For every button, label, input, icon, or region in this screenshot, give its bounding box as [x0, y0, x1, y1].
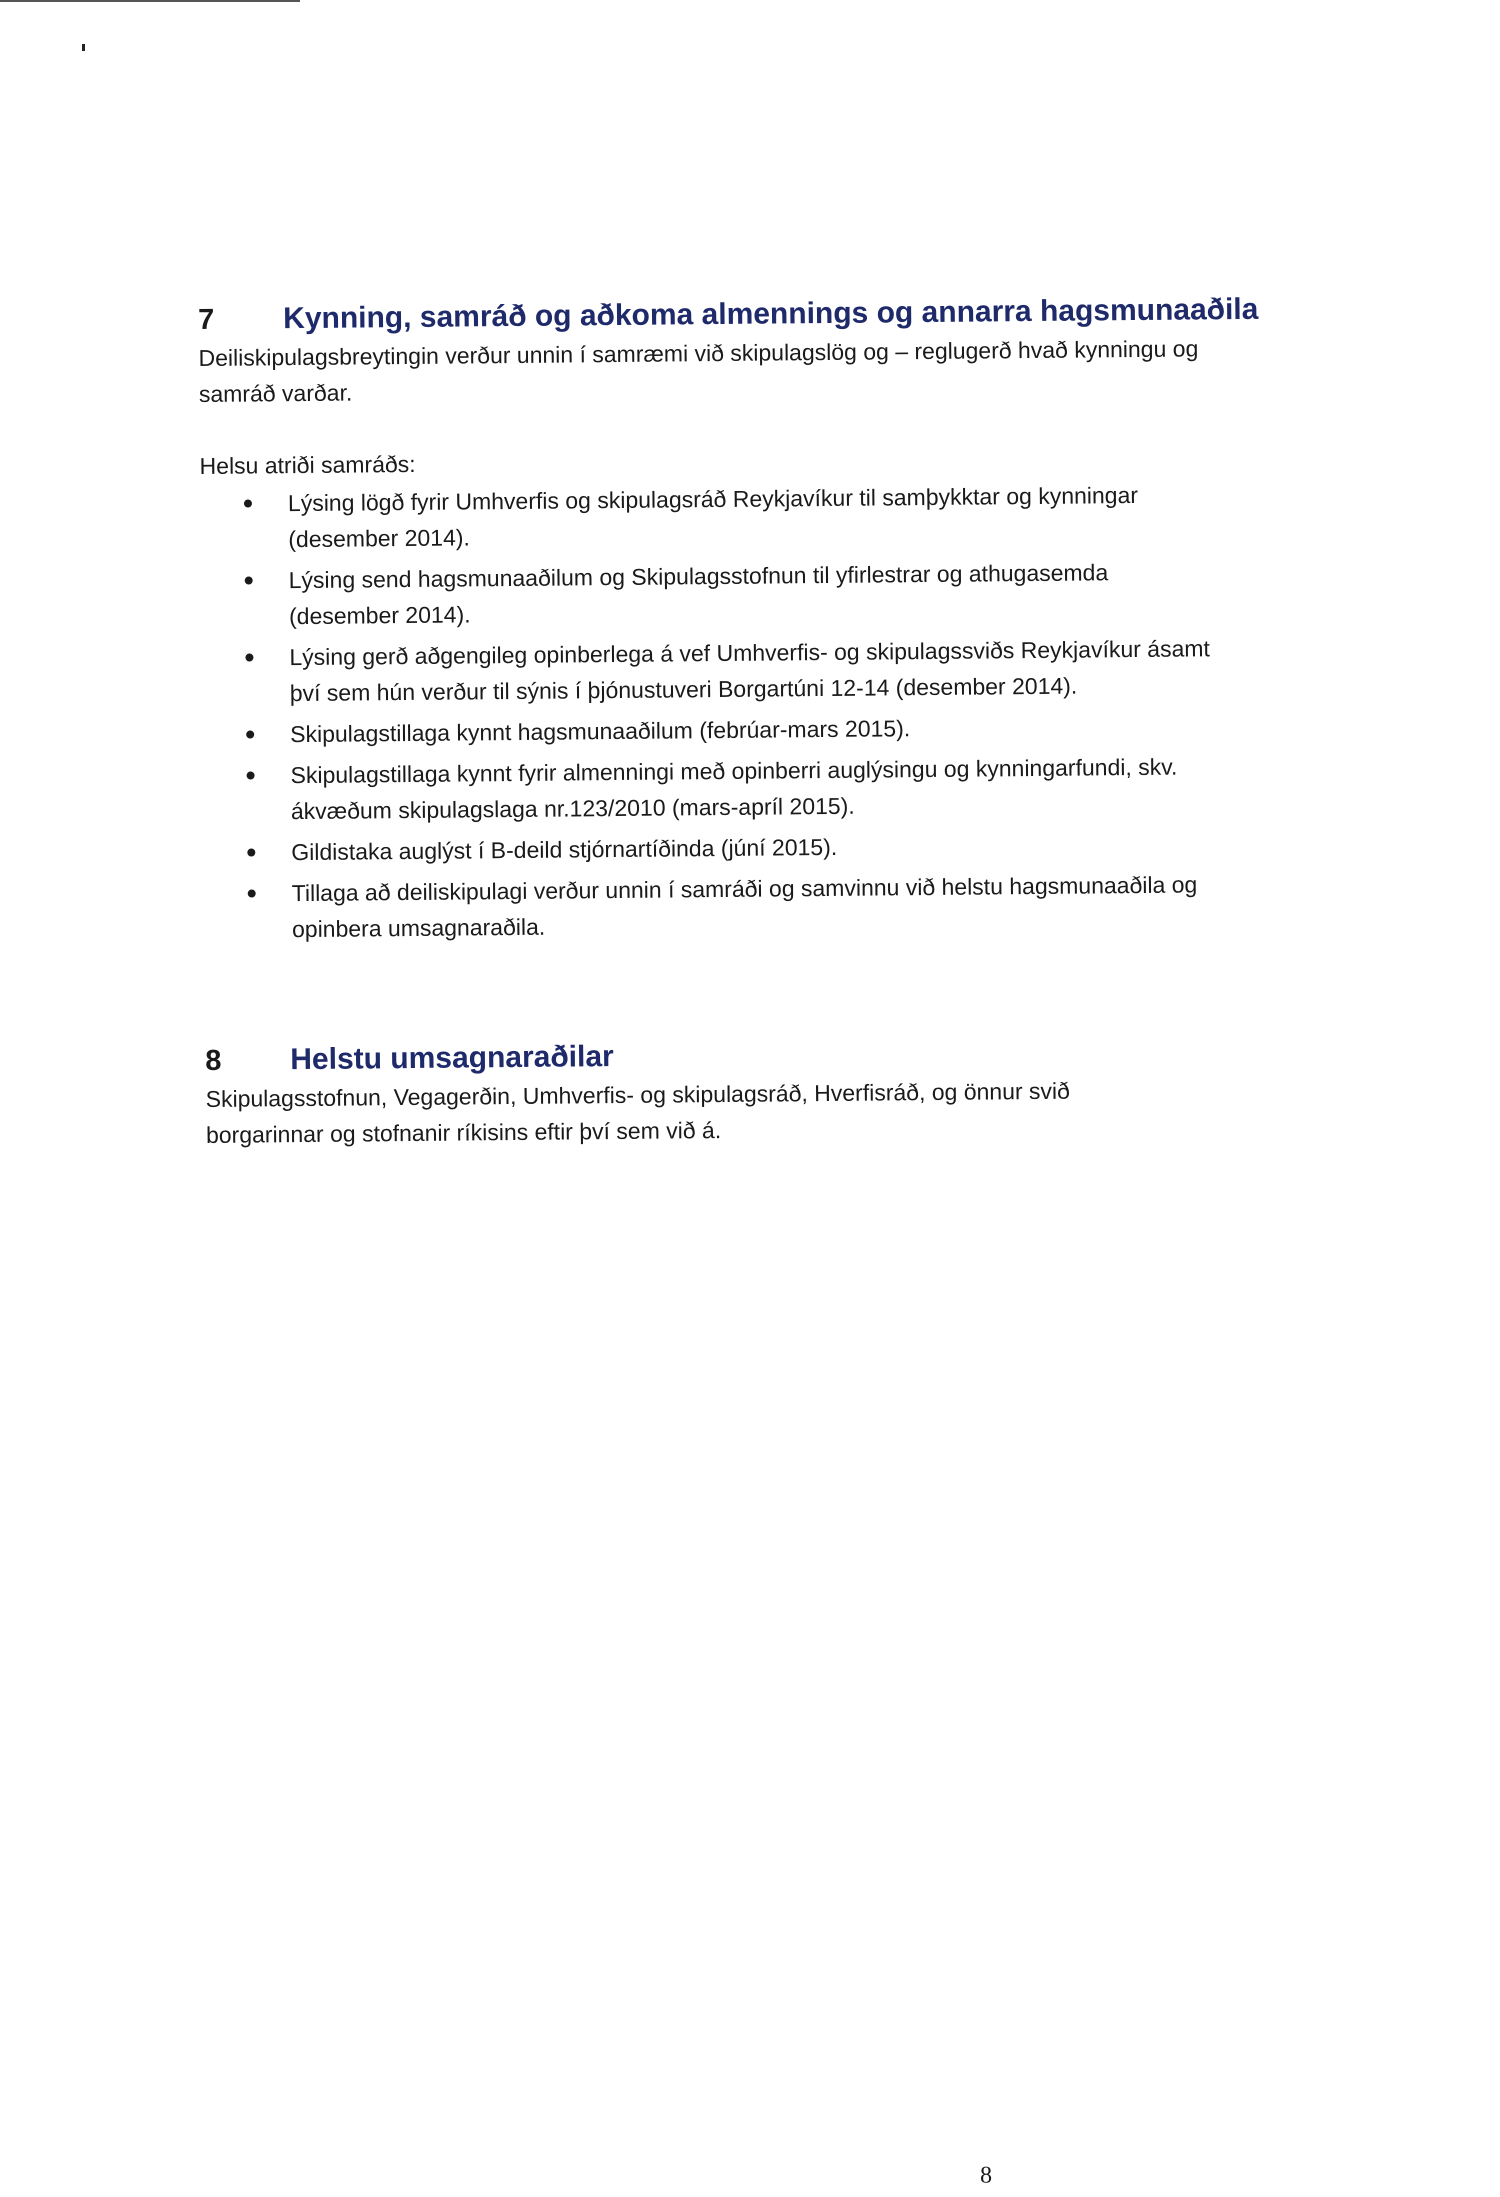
bullet-icon [247, 771, 255, 779]
list-item-text: Lýsing send hagsmunaaðilum og Skipulagsstofnun til yfirlestrar og athugasemda (desember 2014). [288, 559, 1109, 630]
list-item-text: Skipulagstillaga kynnt hagsmunaaðilum (febrúar-mars 2015). [290, 715, 911, 748]
list-item [204, 865, 1335, 948]
section-7-title: Kynning, samráð og aðkoma almennings og annarra hagsmunaaðila [283, 292, 1259, 336]
list-item [201, 629, 1332, 712]
list-item [201, 552, 1332, 635]
section-7-intro: Deiliskipulagsbreytingin verður unnin í samræmi við skipulagslög og – reglugerð hvað kynningu og samráð varðar. [198, 335, 1199, 407]
section-7-number: 7 [198, 303, 215, 336]
bullet-icon [246, 730, 254, 738]
list-item-text: Lýsing gerð aðgengileg opinberlega á vef Umhverfis- og skipulagssviðs Reykjavíkur ásamt því sem hún verður til sýnis í þjónustuveri Borgartúni 12-14 (desember 2014). [289, 635, 1210, 707]
consultation-list [200, 475, 1334, 948]
bullet-icon [244, 499, 252, 507]
list-item [202, 706, 1332, 753]
bullet-icon [245, 653, 253, 661]
list-item-text: Skipulagstillaga kynnt fyrir almenningi með opinberri auglýsingu og kynningarfundi, skv. ákvæðum skipulagslaga nr.123/2010 (mars-apríl 2015). [290, 753, 1178, 825]
list-item [203, 824, 1333, 871]
list-item [202, 747, 1333, 830]
page-number: 8 [979, 2162, 993, 2189]
section-7-subheading: Helsu atriði samráðs: [199, 450, 416, 479]
bullet-icon [247, 848, 255, 856]
scan-mark [82, 44, 85, 51]
list-item-text: Gildistaka auglýst í B-deild stjórnartíðinda (júní 2015). [291, 833, 838, 866]
bullet-icon [248, 889, 256, 897]
list-item-text: Lýsing lögð fyrir Umhverfis og skipulagsráð Reykjavíkur til samþykktar og kynningar (desember 2014). [287, 481, 1139, 553]
section-8-text: Skipulagsstofnun, Vegagerðin, Umhverfis- og skipulagsráð, Hverfisráð, og önnur svið borgarinnar og stofnanir ríkisins eftir því sem við á. [205, 1077, 1070, 1148]
list-item [200, 475, 1331, 558]
document-page [198, 289, 1336, 2189]
section-8-number: 8 [205, 1044, 222, 1077]
section-8-title: Helstu umsagnaraðilar [290, 1040, 614, 1077]
scan-edge-line [0, 0, 300, 2]
list-item-text: Tillaga að deiliskipulagi verður unnin í samráði og samvinnu við helstu hagsmunaaðila og opinbera umsagnaraðila. [291, 871, 1198, 943]
bullet-icon [245, 576, 253, 584]
